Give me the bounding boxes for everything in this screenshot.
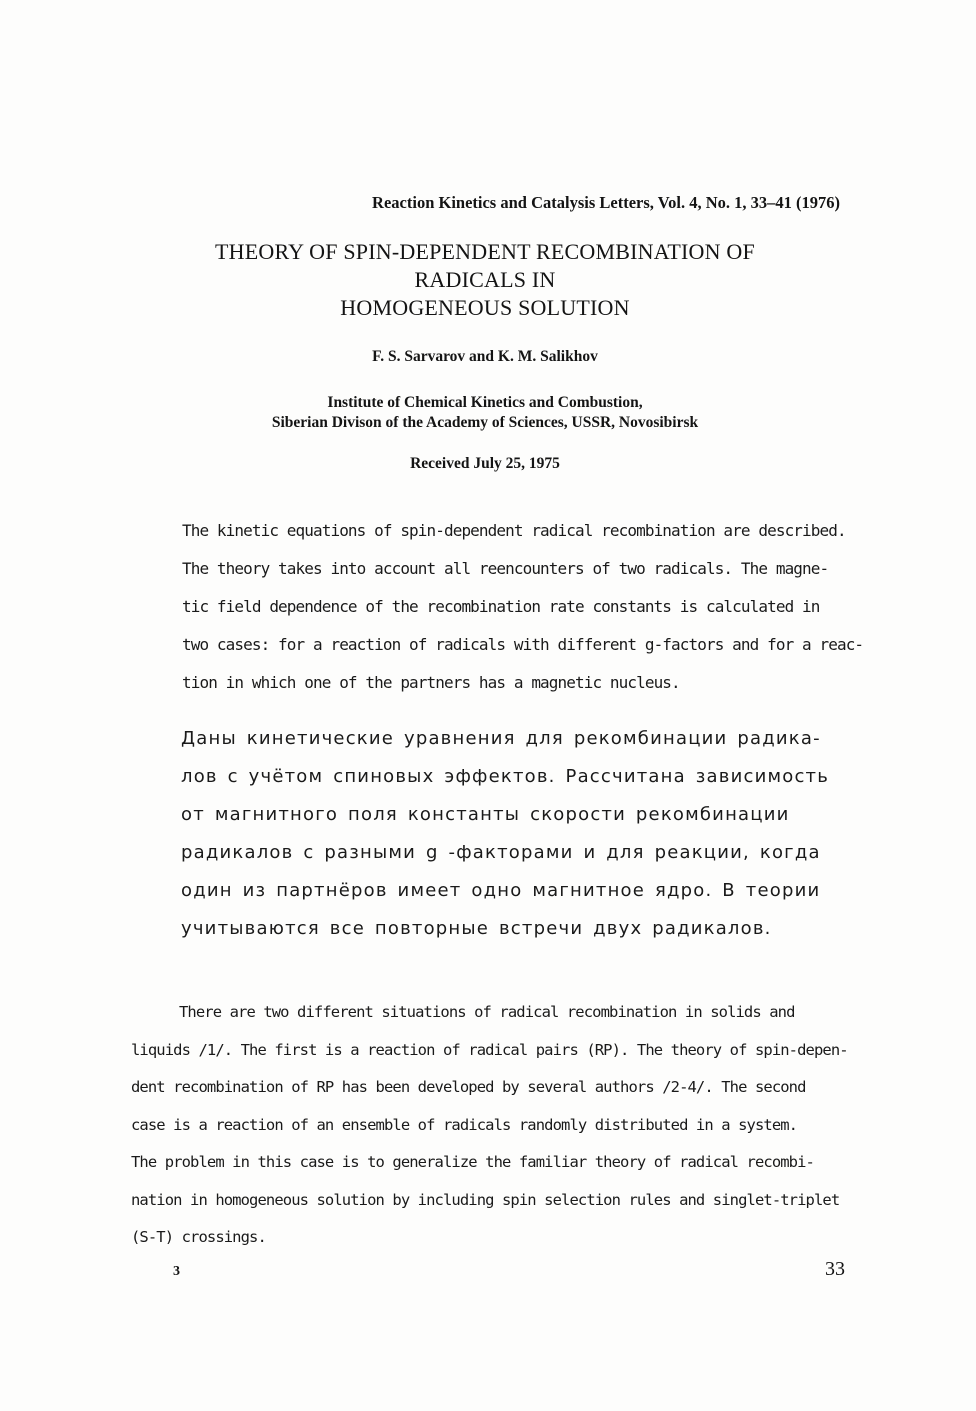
abstract-english — [182, 512, 882, 702]
affiliation-line: Institute of Chemical Kinetics and Combustion, — [327, 394, 643, 411]
abstract-ru-line: учитываются все повторные встречи двух радикалов. — [181, 918, 772, 939]
affiliation — [140, 393, 830, 433]
body-line: nation in homogeneous solution by including spin selection rules and singlet-triplet — [131, 1190, 840, 1209]
body-paragraph — [131, 994, 871, 1257]
title-line: THEORY OF SPIN-DEPENDENT RECOMBINATION OF — [215, 239, 755, 264]
abstract-ru-line: от магнитного поля константы скорости рекомбинации — [181, 804, 790, 825]
body-line: There are two different situations of radical recombination in solids and — [179, 1003, 795, 1021]
authors: F. S. Sarvarov and K. M. Salikhov — [372, 348, 598, 365]
abstract-ru-line: один из партнёров имеет одно магнитное ядро. В теории — [181, 880, 821, 901]
abstract-ru-line: радикалов с разными g -факторами и для реакции, когда — [181, 842, 821, 863]
abstract-ru-line: лов с учётом спиновых эффектов. Рассчитана зависимость — [181, 766, 830, 787]
body-line: case is a reaction of an ensemble of radicals randomly distributed in a system. — [131, 1115, 798, 1134]
body-line: (S-T) crossings. — [131, 1228, 266, 1246]
abstract-ru-line: Даны кинетические уравнения для рекомбинации радика- — [181, 728, 821, 749]
body-line: liquids /1/. The first is a reaction of radical pairs (RP). The theory of spin-depen- — [131, 1040, 848, 1059]
abstract-line: tic field dependence of the recombination rate constants is calculated in — [182, 597, 820, 616]
paper-title — [140, 238, 830, 322]
abstract-line: The kinetic equations of spin-dependent radical recombination are described. — [182, 521, 846, 540]
abstract-russian — [181, 720, 881, 948]
affiliation-line: Siberian Divison of the Academy of Sciences, USSR, Novosibirsk — [271, 414, 699, 431]
title-line: RADICALS IN — [414, 267, 556, 292]
body-line: The problem in this case is to generalize the familiar theory of radical recombi- — [131, 1153, 814, 1171]
body-line: dent recombination of RP has been developed by several authors /2-4/. The second — [131, 1078, 806, 1096]
abstract-line: The theory takes into account all reencounters of two radicals. The magne- — [182, 559, 829, 578]
received-date: Received July 25, 1975 — [410, 455, 560, 472]
journal-citation: Reaction Kinetics and Catalysis Letters, Vol. 4, No. 1, 33–41 (1976) — [372, 193, 840, 212]
signature-mark: 3 — [173, 1264, 180, 1279]
abstract-line: two cases: for a reaction of radicals with different g-factors and for a reac- — [182, 635, 864, 654]
title-line: HOMOGENEOUS SOLUTION — [340, 295, 630, 320]
page-number: 33 — [825, 1258, 845, 1280]
abstract-line: tion in which one of the partners has a magnetic nucleus. — [182, 673, 680, 692]
